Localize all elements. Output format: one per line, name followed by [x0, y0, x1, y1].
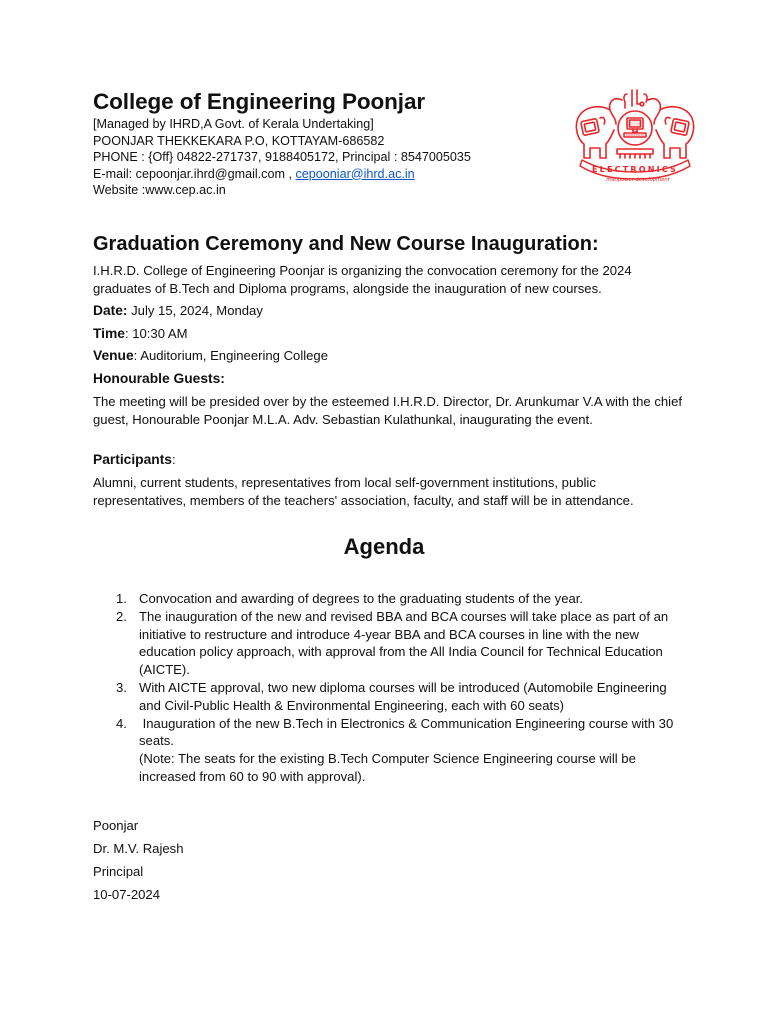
date-row: [93, 302, 683, 320]
phone-line: PHONE : {Off} 04822-271737, 9188405172, Principal : 8547005035: [93, 150, 471, 164]
agenda-title: Agenda: [343, 534, 425, 559]
participants-heading: [93, 451, 683, 469]
guests-heading: [93, 370, 683, 388]
time-value: : 10:30 AM: [124, 326, 188, 341]
ihrd-elephant-emblem-logo: [570, 86, 700, 182]
logo-banner-text: ELECTRONICS: [592, 165, 678, 174]
time-label: Time: [93, 326, 125, 341]
agenda-item-number: 3.: [116, 679, 127, 695]
email-link[interactable]: cepooniar@ihrd.ac.in: [295, 166, 415, 181]
signature-block: [93, 814, 183, 906]
agenda-item-text: The inauguration of the new and revised BBA and BCA courses will take place as part of an initiative to restructure and introduce 4-year BBA and BCA courses in line with the new education policy approach, with approval from the All India Council for Technical Education (AICTE).: [139, 608, 669, 678]
managed-by-line: [Managed by IHRD,A Govt. of Kerala Undertaking]: [93, 117, 374, 131]
agenda-item-number: 1.: [116, 591, 127, 606]
announcement-intro: I.H.R.D. College of Engineering Poonjar is organizing the convocation ceremony for the 2024 graduates of B.Tech and Diploma programs, alongside the inauguration of new courses.: [93, 263, 632, 296]
agenda-item-number: 4.: [116, 715, 127, 731]
date-value: July 15, 2024, Monday: [127, 303, 263, 318]
college-name: College of Engineering Poonjar: [93, 89, 426, 114]
participants-text: Alumni, current students, representatives from local self-government institutions, public representatives, members of the teachers' association, faculty, and staff will be in attendance.: [93, 475, 634, 508]
email-line: [93, 166, 553, 183]
agenda-item: [116, 715, 686, 786]
announcement-title: Graduation Ceremony and New Course Inauguration:: [93, 233, 599, 255]
address-line: POONJAR THEKKEKARA P.O, KOTTAYAM-686582: [93, 133, 385, 148]
venue-row: [93, 347, 683, 365]
agenda-list: [116, 590, 686, 786]
agenda-item-note: (Note: The seats for the existing B.Tech Computer Science Engineering course will be increased from 60 to 90 with approval).: [139, 751, 636, 784]
letterhead: [93, 88, 553, 199]
logo-tagline: manpower development: [606, 177, 670, 182]
venue-label: Venue: [93, 348, 134, 363]
agenda-item: [116, 679, 686, 715]
agenda-item: [116, 608, 686, 679]
signature-place: Poonjar: [93, 818, 139, 833]
agenda-item-text: Convocation and awarding of degrees to the graduating students of the year.: [139, 591, 584, 606]
guests-label: Honourable Guests:: [93, 371, 225, 386]
signature-date: 10-07-2024: [93, 887, 160, 902]
signature-name: Dr. M.V. Rajesh: [93, 841, 184, 856]
email-text: E-mail: cepoonjar.ihrd@gmail.com ,: [93, 166, 296, 181]
website-line: Website :www.cep.ac.in: [93, 183, 226, 197]
guests-text: The meeting will be presided over by the esteemed I.H.R.D. Director, Dr. Arunkumar V.A with the chief guest, Honourable Poonjar M.L.A. Adv. Sebastian Kulathunkal, inaugurating the event.: [93, 394, 683, 427]
agenda-item-number: 2.: [116, 608, 127, 624]
agenda-item-content: [139, 715, 686, 786]
agenda-item-text: With AICTE approval, two new diploma courses will be introduced (Automobile Engineering and Civil-Public Health & Environmental Engineering, each with 60 seats): [139, 679, 667, 713]
time-row: [93, 325, 683, 343]
venue-value: : Auditorium, Engineering College: [133, 348, 328, 363]
participants-colon: :: [171, 452, 176, 467]
signature-designation: Principal: [93, 864, 144, 879]
participants-label: Participants: [93, 452, 172, 467]
agenda-item: [116, 590, 686, 608]
agenda-item-text: Inauguration of the new B.Tech in Electronics & Communication Engineering course with 30 seats.: [139, 715, 677, 749]
date-label: Date:: [93, 303, 128, 318]
